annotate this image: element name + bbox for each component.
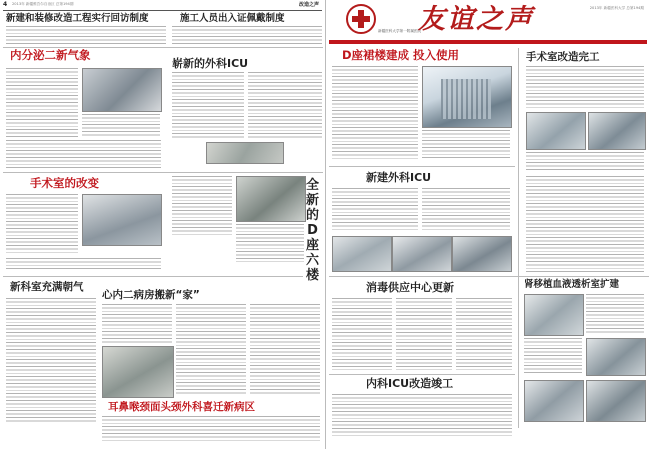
- section-label: 改造之声: [298, 2, 319, 8]
- column-divider: [518, 48, 519, 428]
- icu-photo-2: [392, 236, 452, 272]
- masthead-red-bar: [329, 40, 647, 44]
- icu-photo-1: [332, 236, 392, 272]
- headline-new-department: 新科室充满朝气: [10, 281, 84, 293]
- or-photo-1: [526, 112, 586, 150]
- ward-photo: [82, 68, 162, 112]
- dialysis-photo-1: [524, 294, 584, 336]
- article-text: [422, 188, 510, 232]
- right-page: [325, 0, 650, 449]
- headline-surgical-icu: 崭新的外科ICU: [172, 57, 249, 70]
- equipment-photo: [236, 176, 306, 222]
- article-text: [586, 294, 644, 334]
- divider: [329, 166, 515, 167]
- headline-cssd: 消毒供应中心更新: [366, 281, 454, 294]
- article-text: [6, 26, 166, 44]
- article-text: [102, 304, 172, 344]
- article-text: [332, 298, 392, 370]
- hospital-name: 新疆医科大学第一附属医院: [378, 29, 422, 33]
- article-text: [526, 152, 644, 172]
- headline-new-surgical-icu: 新建外科ICU: [366, 171, 432, 184]
- headline-revisit-system: 新建和装修改造工程实行回访制度: [6, 13, 149, 24]
- vertical-title: 全新的D座六楼: [306, 178, 320, 283]
- article-text: [82, 114, 160, 138]
- headline-medical-icu: 内科ICU改造竣工: [366, 377, 454, 390]
- article-text: [6, 194, 78, 254]
- article-text: [6, 140, 161, 168]
- headline-or-renovation: 手术室改造完工: [526, 51, 600, 63]
- article-text: [236, 224, 304, 262]
- headline-ent-move: 耳鼻喉颈面头颈外科喜迁新病区: [108, 401, 255, 413]
- article-text: [332, 188, 418, 232]
- divider: [329, 276, 649, 277]
- article-text: [396, 298, 452, 370]
- page-number: 4: [3, 1, 8, 8]
- headline-cardiology-move: 心内二病房搬新“家”: [102, 289, 200, 301]
- article-text: [6, 258, 161, 270]
- article-text: [526, 176, 644, 272]
- article-text: [422, 130, 510, 160]
- headline-dialysis: 肾移植血液透析室扩建: [524, 279, 620, 290]
- article-text: [6, 298, 96, 422]
- dialysis-photo-3: [524, 380, 584, 422]
- article-text: [332, 66, 418, 160]
- article-text: [250, 304, 320, 396]
- cardiology-photo: [102, 346, 174, 398]
- headline-endocrine: 内分泌二新气象: [10, 48, 91, 62]
- dialysis-photo-4: [586, 380, 646, 422]
- article-text: [456, 298, 512, 370]
- headline-d-podium: D座裙楼建成 投入使用: [342, 48, 460, 62]
- header-date: 2013年 新疆维吾尔自治区 总第194期: [12, 2, 74, 6]
- article-text: [176, 304, 246, 396]
- operating-room-photo: [82, 194, 162, 246]
- article-text: [6, 68, 78, 138]
- header-rule: [3, 10, 322, 11]
- or-photo-2: [588, 112, 646, 150]
- article-text: [526, 66, 644, 108]
- icu-photo-3: [452, 236, 512, 272]
- divider: [329, 374, 515, 375]
- dialysis-photo-2: [586, 338, 646, 376]
- divider: [3, 276, 303, 277]
- masthead-title: 友谊之声: [418, 4, 534, 35]
- headline-worker-pass: 施工人员出入证佩戴制度: [180, 13, 285, 24]
- hospital-logo: [346, 4, 376, 34]
- article-text: [332, 394, 512, 438]
- article-text: [248, 72, 322, 138]
- headline-operating-room: 手术室的改变: [30, 176, 99, 190]
- building-photo: [422, 66, 512, 128]
- issue-info: 2013年 新疆医科大学 总第194期: [589, 6, 644, 10]
- icu-photo: [206, 142, 284, 164]
- article-text: [172, 26, 322, 46]
- article-text: [172, 72, 244, 138]
- article-text: [172, 176, 232, 236]
- divider: [3, 172, 323, 173]
- article-text: [524, 338, 582, 374]
- article-text: [102, 416, 320, 442]
